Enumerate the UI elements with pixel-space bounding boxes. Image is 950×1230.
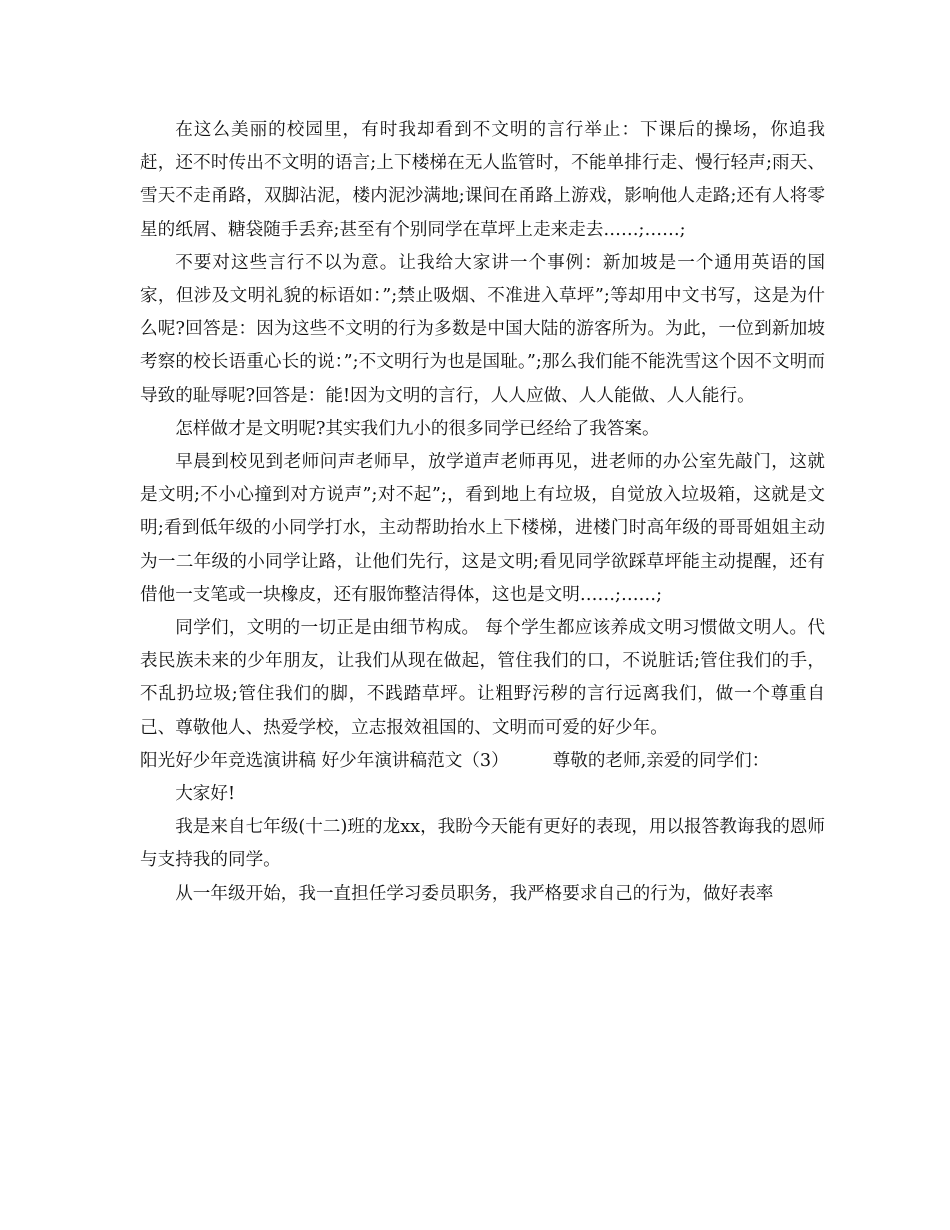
paragraph-call-to-action: 同学们，文明的一切正是由细节构成。 每个学生都应该养成文明习惯做文明人。代表民族未来的少年朋友，让我们从现在做起，管住我们的口，不说脏话;管住我们的手，不乱扔垃圾;管住我们的脚，不践踏草坪。让粗野污秽的言行远离我们，做一个尊重自己、尊敬他人、热爱学校，立志报效祖国的、文明而可爱的好少年。 xyxy=(140,618,825,738)
section-heading-speech-3: 阳光好少年竞选演讲稿 好少年演讲稿范文（3） 尊敬的老师,亲爱的同学们： xyxy=(140,750,770,771)
paragraph-singapore-example: 不要对这些言行不以为意。让我给大家讲一个事例：新加坡是一个通用英语的国家，但涉及文明礼貌的标语如：”;禁止吸烟、不准进入草坪”;等却用中文书写，这是为什么呢?回答是：因为这些不文明的行为多数是中国大陆的游客所为。为此，一位到新加坡考察的校长语重心长的说：”;不文明行为也是国耻。”;那么我们能不能洗雪这个因不文明而导致的耻辱呢?回答是：能!因为文明的言行，人人应做、人人能做、人人能行。 xyxy=(140,252,825,406)
paragraph-greeting: 大家好! xyxy=(175,784,236,805)
paragraph-civility-examples: 早晨到校见到老师问声老师早，放学道声老师再见，进老师的办公室先敲门，这就是文明;不小心撞到对方说声”;对不起”;，看到地上有垃圾，自觉放入垃圾箱，这就是文明;看到低年级的小同学打水，主动帮助抬水上下楼梯，进楼门时高年级的哥哥姐姐主动为一二年级的小同学让路，让他们先行，这是文明;看见同学欲踩草坪能主动提醒，还有借他一支笔或一块橡皮，还有服饰整洁得体，这也是文明……;……; xyxy=(140,452,825,605)
paragraph-study-committee: 从一年级开始，我一直担任学习委员职务，我严格要求自己的行为，做好表率 xyxy=(175,883,774,904)
document-body xyxy=(140,114,825,911)
paragraph-what-is-civility: 怎样做才是文明呢?其实我们九小的很多同学已经给了我答案。 xyxy=(175,418,660,439)
paragraph-uncivil-behavior: 在这么美丽的校园里，有时我却看到不文明的言行举止：下课后的操场，你追我赶，还不时传出不文明的语言;上下楼梯在无人监管时，不能单排行走、慢行轻声;雨天、雪天不走甬路，双脚沾泥，楼内泥沙满地;课间在甬路上游戏，影响他人走路;还有人将零星的纸屑、糖袋随手丢弃;甚至有个别同学在草坪上走来走去……;……; xyxy=(140,120,825,240)
paragraph-self-introduction: 我是来自七年级(十二)班的龙xx，我盼今天能有更好的表现，用以报答教诲我的恩师与支持我的同学。 xyxy=(140,817,825,871)
